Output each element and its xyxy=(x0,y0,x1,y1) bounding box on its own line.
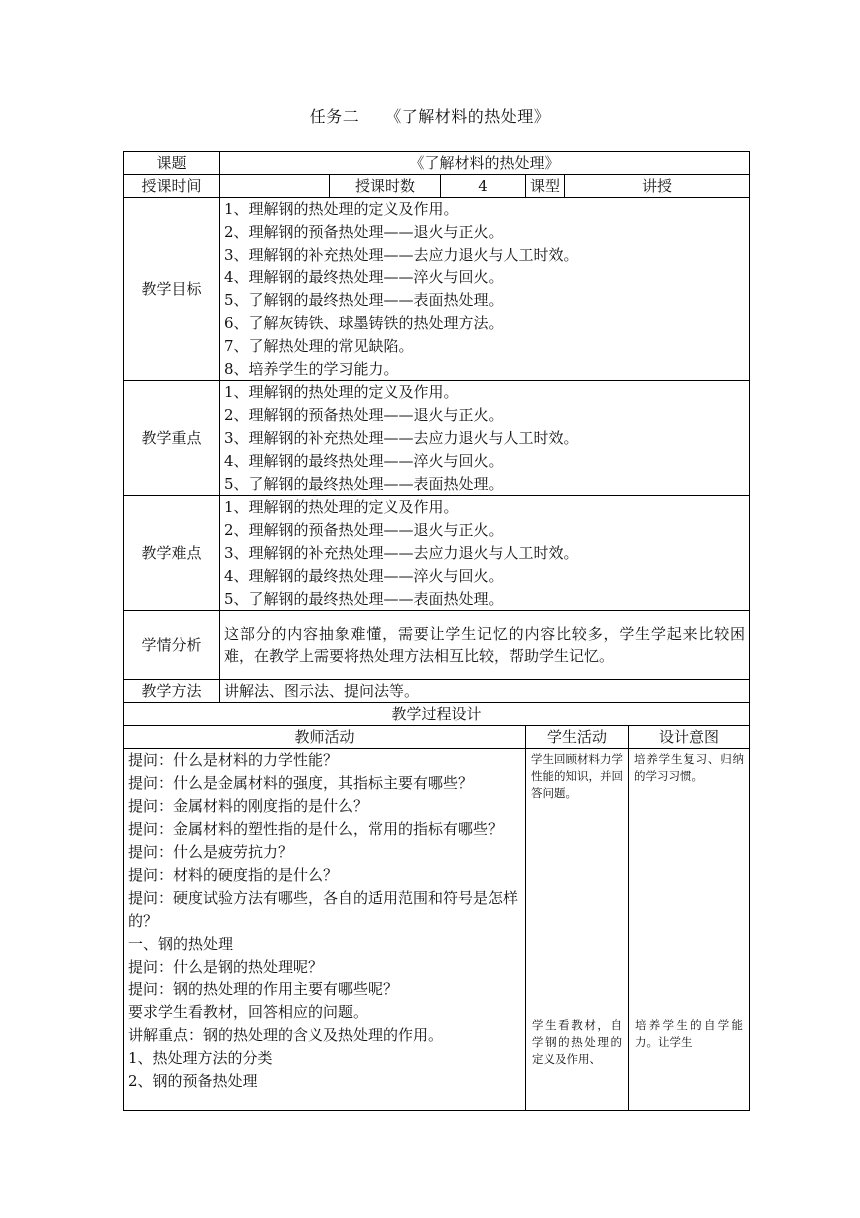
teacher-line: 提问：硬度试验方法有哪些，各自的适用范围和符号是怎样的？ xyxy=(128,888,519,930)
intent-note: 培养学生复习、归纳的学习习惯。 xyxy=(634,752,745,784)
method-label: 教学方法 xyxy=(124,680,220,703)
type-value: 讲授 xyxy=(565,175,750,198)
goal-item: 1、理解钢的热处理的定义及作用。 xyxy=(224,200,459,218)
teacher-line: 提问：金属材料的塑性指的是什么，常用的指标有哪些？ xyxy=(128,820,504,839)
goal-item: 8、培养学生的学习能力。 xyxy=(224,359,399,378)
difficult-point-item: 3、理解钢的补充热处理——去应力退火与人工时效。 xyxy=(224,543,579,562)
teacher-line: 一、钢的热处理 xyxy=(128,934,234,953)
goal-item: 3、理解钢的补充热处理——去应力退火与人工时效。 xyxy=(224,245,579,264)
teacher-line: 1、热处理方法的分类 xyxy=(128,1049,273,1068)
page-title-name: 《了解材料的热处理》 xyxy=(385,107,551,126)
topic-value: 《了解材料的热处理》 xyxy=(220,152,750,175)
goals-list xyxy=(220,198,750,381)
teacher-line: 讲解重点：钢的热处理的含义及热处理的作用。 xyxy=(128,1026,444,1045)
row-process-header xyxy=(124,726,750,749)
col-intent-header: 设计意图 xyxy=(629,726,750,749)
page-title-prefix: 任务二 xyxy=(309,107,360,126)
key-point-item: 1、理解钢的热处理的定义及作用。 xyxy=(224,383,459,402)
goal-item: 2、理解钢的预备热处理——退火与正火。 xyxy=(224,222,504,241)
row-process-title xyxy=(124,703,750,726)
page-title xyxy=(0,104,860,127)
process-title: 教学过程设计 xyxy=(124,703,750,726)
goals-label: 教学目标 xyxy=(124,198,220,381)
row-method xyxy=(124,680,750,703)
teacher-line: 提问：钢的热处理的作用主要有哪些呢？ xyxy=(128,980,399,999)
teacher-line: 2、钢的预备热处理 xyxy=(128,1072,258,1091)
row-key-points xyxy=(124,381,750,496)
teacher-line: 提问：什么是疲劳抗力？ xyxy=(128,842,294,861)
row-process-body xyxy=(124,749,750,1111)
time-label: 授课时间 xyxy=(124,175,220,198)
goal-item: 6、了解灰铸铁、球墨铸铁的热处理方法。 xyxy=(224,313,504,332)
row-goals xyxy=(124,198,750,381)
hours-label: 授课时数 xyxy=(330,175,441,198)
design-intent xyxy=(629,749,750,1111)
analysis-label: 学情分析 xyxy=(124,611,220,680)
difficult-point-item: 5、了解钢的最终热处理——表面热处理。 xyxy=(224,589,504,608)
student-note: 学生回顾材料力学性能的知识，并回答问题。 xyxy=(531,752,623,801)
teacher-line: 提问：什么是金属材料的强度，其指标主要有哪些？ xyxy=(128,774,474,793)
key-point-item: 5、了解钢的最终热处理——表面热处理。 xyxy=(224,474,504,493)
method-text: 讲解法、图示法、提问法等。 xyxy=(220,680,750,703)
intent-note: 培养学生的自学能力。让学生 xyxy=(635,1018,744,1050)
student-activity xyxy=(526,749,629,1111)
teacher-line: 要求学生看教材，回答相应的问题。 xyxy=(128,1003,369,1022)
key-point-item: 3、理解钢的补充热处理——去应力退火与人工时效。 xyxy=(224,428,579,447)
topic-label: 课题 xyxy=(124,152,220,175)
row-time xyxy=(124,175,750,198)
teacher-line: 提问：金属材料的刚度指的是什么？ xyxy=(128,797,369,816)
row-analysis xyxy=(124,611,750,680)
teacher-line: 提问：什么是钢的热处理呢？ xyxy=(128,957,324,976)
lesson-plan-table xyxy=(123,151,750,1111)
goal-item: 4、理解钢的最终热处理——淬火与回火。 xyxy=(224,268,504,287)
key-point-item: 2、理解钢的预备热处理——退火与正火。 xyxy=(224,406,504,425)
hours-value: 4 xyxy=(441,175,526,198)
difficult-point-item: 4、理解钢的最终热处理——淬火与回火。 xyxy=(224,566,504,585)
key-label: 教学重点 xyxy=(124,381,220,496)
col-teacher-header: 教师活动 xyxy=(124,726,526,749)
key-point-item: 4、理解钢的最终热处理——淬火与回火。 xyxy=(224,451,504,470)
analysis-text: 这部分的内容抽象难懂，需要让学生记忆的内容比较多，学生学起来比较困难，在教学上需要将热处理方法相互比较，帮助学生记忆。 xyxy=(220,611,750,680)
goal-item: 7、了解热处理的常见缺陷。 xyxy=(224,336,414,355)
difficult-label: 教学难点 xyxy=(124,496,220,611)
row-difficult-points xyxy=(124,496,750,611)
difficult-point-item: 2、理解钢的预备热处理——退火与正火。 xyxy=(224,521,504,540)
col-student-header: 学生活动 xyxy=(526,726,629,749)
key-points-list xyxy=(220,381,750,496)
difficult-points-list xyxy=(220,496,750,611)
row-topic xyxy=(124,152,750,175)
difficult-point-item: 1、理解钢的热处理的定义及作用。 xyxy=(224,498,459,517)
student-note: 学生看教材，自学钢的热处理的定义及作用、 xyxy=(532,1018,622,1067)
teacher-activity xyxy=(124,749,526,1111)
time-value xyxy=(220,175,330,198)
teacher-line: 提问：材料的硬度指的是什么？ xyxy=(128,865,339,884)
type-label: 课型 xyxy=(526,175,565,198)
goal-item: 5、了解钢的最终热处理——表面热处理。 xyxy=(224,291,504,310)
teacher-line: 提问：什么是材料的力学性能？ xyxy=(128,751,339,770)
